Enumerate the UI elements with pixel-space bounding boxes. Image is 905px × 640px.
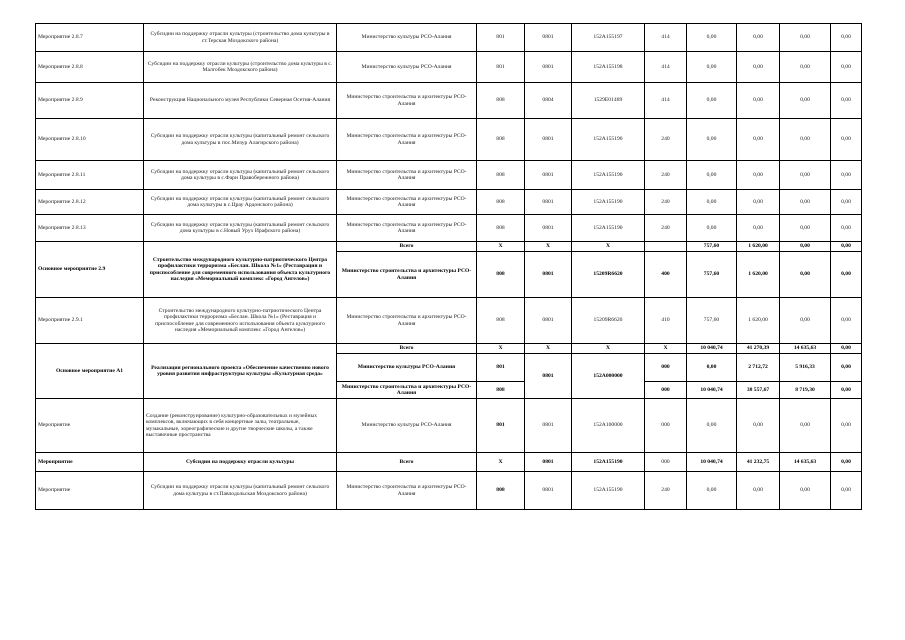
table-cell: Х bbox=[572, 344, 645, 354]
table-cell: Мероприятие 2.8.7 bbox=[36, 24, 144, 52]
table-cell: Х bbox=[572, 242, 645, 252]
table-cell: 000 bbox=[645, 399, 687, 453]
table-cell: Субсидии на поддержку отрасли культуры (капитальный ремонт сельского дома культуры в с.Црау Ардонского района) bbox=[144, 190, 337, 215]
table-cell: 0801 bbox=[525, 453, 572, 472]
table-cell: 1 620,00 bbox=[737, 252, 780, 298]
table-cell: 0,00 bbox=[831, 215, 862, 242]
table-cell: 0,00 bbox=[831, 24, 862, 52]
table-cell: 2 712,72 bbox=[737, 354, 780, 382]
table-cell: 801 bbox=[477, 354, 525, 382]
table-cell: 0,00 bbox=[831, 298, 862, 344]
table-cell: 801 bbox=[477, 52, 525, 83]
table-cell: Основное мероприятие 2.9 bbox=[36, 242, 144, 298]
table-cell: 0,00 bbox=[831, 83, 862, 119]
table-cell: 0801 bbox=[525, 298, 572, 344]
table-row bbox=[36, 453, 862, 472]
table-cell: Субсидии на поддержку отрасли культуры (капитальный ремонт сельского дома культуры в с.Новый Урух Ирафского района) bbox=[144, 215, 337, 242]
table-cell: 1 620,00 bbox=[737, 242, 780, 252]
table-cell: 0,00 bbox=[737, 83, 780, 119]
table-cell: Министерство строительства и архитектуры РСО-Алания bbox=[337, 252, 477, 298]
table-cell: 240 bbox=[645, 190, 687, 215]
table-cell: 240 bbox=[645, 119, 687, 161]
table-cell: 10 040,74 bbox=[687, 344, 737, 354]
table-cell: 000 bbox=[645, 382, 687, 399]
table-cell: 757,60 bbox=[687, 298, 737, 344]
table-cell: 8 719,30 bbox=[780, 382, 831, 399]
table-cell: Министерство культуры РСО-Алания bbox=[337, 354, 477, 382]
table-cell: 10 040,74 bbox=[687, 453, 737, 472]
table-cell: Министерство культуры РСО-Алания bbox=[337, 52, 477, 83]
table-cell: 0801 bbox=[525, 190, 572, 215]
table-cell: Субсидии на поддержку отрасли культуры (капитальный ремонт сельского дома культуры в ст.Павлодольская Моздокского района) bbox=[144, 472, 337, 510]
table-cell: 0801 bbox=[525, 215, 572, 242]
table-cell: 414 bbox=[645, 24, 687, 52]
table-cell: 757,60 bbox=[687, 252, 737, 298]
table-cell: 801 bbox=[477, 399, 525, 453]
table-cell: 808 bbox=[477, 119, 525, 161]
table-cell: Реализация регионального проекта «Обеспечение качественно нового уровня развития инфраструктуры культуры «Культурная среда» bbox=[144, 344, 337, 399]
table-cell: 0801 bbox=[525, 161, 572, 190]
table-cell: Министерство строительства и архитектуры РСО-Алания bbox=[337, 382, 477, 399]
table-cell: Строительство международного культурно-патриотического Центра профилактики терроризма «Беслан. Школа №1» (Реставрация и приспособление для современного использования объекта культурного наследия «Мемориальный комплекс «Город Ангелов») bbox=[144, 298, 337, 344]
table-cell: 808 bbox=[477, 83, 525, 119]
table-cell: 0,00 bbox=[831, 399, 862, 453]
table-cell: Мероприятие 2.8.11 bbox=[36, 161, 144, 190]
table-cell: 0,00 bbox=[687, 24, 737, 52]
table-cell: 0,00 bbox=[737, 119, 780, 161]
table-cell: 41 270,39 bbox=[737, 344, 780, 354]
table-cell: 808 bbox=[477, 215, 525, 242]
table-cell: 0801 bbox=[525, 252, 572, 298]
table-cell: 240 bbox=[645, 215, 687, 242]
table-cell: Министерство строительства и архитектуры РСО-Алания bbox=[337, 190, 477, 215]
table-row bbox=[36, 215, 862, 242]
table-cell: 808 bbox=[477, 161, 525, 190]
table-cell bbox=[645, 242, 687, 252]
table-cell: Х bbox=[645, 344, 687, 354]
table-cell: Министерство строительства и архитектуры РСО-Алания bbox=[337, 161, 477, 190]
table-cell: 0,00 bbox=[687, 215, 737, 242]
table-cell: 0,00 bbox=[687, 399, 737, 453]
table-cell: 0801 bbox=[525, 354, 572, 399]
table-cell: 0,00 bbox=[831, 190, 862, 215]
table-cell: 14 635,63 bbox=[780, 453, 831, 472]
table-cell: 0,00 bbox=[831, 252, 862, 298]
table-cell: 000 bbox=[645, 354, 687, 382]
table-cell: 152A100000 bbox=[572, 399, 645, 453]
table-cell: 0801 bbox=[525, 119, 572, 161]
table-cell: Всего bbox=[337, 453, 477, 472]
table-cell: 0,00 bbox=[780, 252, 831, 298]
table-cell: Министерство строительства и архитектуры РСО-Алания bbox=[337, 215, 477, 242]
table-cell: 0,00 bbox=[780, 24, 831, 52]
table-cell: 0,00 bbox=[687, 119, 737, 161]
table-cell: 0,00 bbox=[831, 119, 862, 161]
table-cell: 0,00 bbox=[780, 242, 831, 252]
table-cell: 400 bbox=[645, 252, 687, 298]
table-cell: 14 635,63 bbox=[780, 344, 831, 354]
table-cell: 0,00 bbox=[737, 52, 780, 83]
table-cell: 0,00 bbox=[831, 472, 862, 510]
table-row bbox=[36, 344, 862, 354]
table-cell: 808 bbox=[477, 472, 525, 510]
table-cell: 0,00 bbox=[831, 344, 862, 354]
table-cell: Мероприятие 2.8.12 bbox=[36, 190, 144, 215]
table-row bbox=[36, 190, 862, 215]
table-cell: 0,00 bbox=[687, 354, 737, 382]
table-row bbox=[36, 242, 862, 252]
table-cell: 0,00 bbox=[687, 83, 737, 119]
table-cell: Министерство строительства и архитектуры РСО-Алания bbox=[337, 119, 477, 161]
table-cell: 0,00 bbox=[687, 472, 737, 510]
table-cell: 801 bbox=[477, 24, 525, 52]
table-cell: 0801 bbox=[525, 52, 572, 83]
table-cell: Субсидии на поддержку отрасли культуры (капитальный ремонт сельского дома культуры в с.Фарн Правобережного района) bbox=[144, 161, 337, 190]
table-cell: Субсидии на поддержку отрасли культуры (капитальный ремонт сельского дома культуры в пос.Мизур Алагирского района) bbox=[144, 119, 337, 161]
table-cell: 15209R6620 bbox=[572, 252, 645, 298]
table-cell: 152A000000 bbox=[572, 354, 645, 399]
table-row bbox=[36, 161, 862, 190]
table-row bbox=[36, 83, 862, 119]
budget-table bbox=[35, 23, 862, 510]
table-cell: Всего bbox=[337, 242, 477, 252]
table-cell: 0,00 bbox=[780, 472, 831, 510]
table-cell: 152A155197 bbox=[572, 24, 645, 52]
table-cell: Х bbox=[525, 344, 572, 354]
table-cell: Всего bbox=[337, 344, 477, 354]
table-cell: 0804 bbox=[525, 83, 572, 119]
table-row bbox=[36, 298, 862, 344]
table-cell: Мероприятие 2.8.13 bbox=[36, 215, 144, 242]
table-cell: 0,00 bbox=[831, 52, 862, 83]
table-cell: 808 bbox=[477, 298, 525, 344]
table-cell: Мероприятие 2.9.1 bbox=[36, 298, 144, 344]
table-cell: 10 040,74 bbox=[687, 382, 737, 399]
table-cell: 0,00 bbox=[780, 83, 831, 119]
table-cell: 0,00 bbox=[687, 161, 737, 190]
table-cell: 1529Е01489 bbox=[572, 83, 645, 119]
table-cell: Министерство строительства и архитектуры РСО-Алания bbox=[337, 472, 477, 510]
table-cell: 38 557,67 bbox=[737, 382, 780, 399]
table-cell: Мероприятие bbox=[36, 399, 144, 453]
table-cell: 0,00 bbox=[780, 52, 831, 83]
table-cell: 0801 bbox=[525, 24, 572, 52]
table-cell: Создание (реконструирование) культурно-образовательных и музейных комплексов, включающих в себя концертные залы, театральные, музыкальные, хореографические и другие творческие школы, а также выставочные пространства bbox=[144, 399, 337, 453]
table-cell: 0,00 bbox=[737, 399, 780, 453]
table-cell: 0801 bbox=[525, 399, 572, 453]
table-cell: 0,00 bbox=[687, 52, 737, 83]
table-cell: 0,00 bbox=[780, 298, 831, 344]
table-row bbox=[36, 24, 862, 52]
table-cell: Субсидии на поддержку отрасли культуры (строительство дома культуры в ст.Терская Моздокского района) bbox=[144, 24, 337, 52]
table-cell: Х bbox=[477, 344, 525, 354]
table-cell: 5 916,33 bbox=[780, 354, 831, 382]
table-cell: Х bbox=[477, 242, 525, 252]
table-cell: Мероприятие bbox=[36, 472, 144, 510]
table-cell: Министерство строительства и архитектуры РСО-Алания bbox=[337, 298, 477, 344]
table-cell: 0,00 bbox=[737, 24, 780, 52]
table-row bbox=[36, 399, 862, 453]
table-cell: Х bbox=[477, 453, 525, 472]
table-cell: 0,00 bbox=[831, 242, 862, 252]
table-cell: Мероприятие 2.8.10 bbox=[36, 119, 144, 161]
table-cell: 152A155190 bbox=[572, 453, 645, 472]
table-cell: Реконструкция Национального музея Республики Северная Осетия-Алания bbox=[144, 83, 337, 119]
table-cell: 0,00 bbox=[737, 215, 780, 242]
table-cell: 0,00 bbox=[780, 190, 831, 215]
table-cell: 808 bbox=[477, 252, 525, 298]
table-cell: 0,00 bbox=[831, 382, 862, 399]
table-cell: 15209R6620 bbox=[572, 298, 645, 344]
table-cell: 757,60 bbox=[687, 242, 737, 252]
table-cell: Субсидии на поддержку отрасли культуры (строительство дома культуры в с. Малгобек Моздокского района) bbox=[144, 52, 337, 83]
table-cell: 0,00 bbox=[780, 119, 831, 161]
table-cell: Министерство строительства и архитектуры РСО-Алания bbox=[337, 83, 477, 119]
table-cell: 152A155190 bbox=[572, 119, 645, 161]
table-cell: Министерство культуры РСО-Алания bbox=[337, 399, 477, 453]
table-cell: Субсидии на поддержку отрасли культуры bbox=[144, 453, 337, 472]
table-cell: 41 232,75 bbox=[737, 453, 780, 472]
table-cell: 240 bbox=[645, 161, 687, 190]
table-cell: 414 bbox=[645, 52, 687, 83]
table-cell: 414 bbox=[645, 83, 687, 119]
table-cell: Строительство международного культурно-патриотического Центра профилактики терроризма «Беслан. Школа №1» (Реставрация и приспособление для современного использования объекта культурного наследия «Мемориальный комплекс «Город Ангелов») bbox=[144, 242, 337, 298]
table-row bbox=[36, 52, 862, 83]
table-cell: 0801 bbox=[525, 472, 572, 510]
table-cell: 0,00 bbox=[737, 161, 780, 190]
table-cell: 152A155198 bbox=[572, 52, 645, 83]
table-row bbox=[36, 119, 862, 161]
table-cell: 000 bbox=[645, 453, 687, 472]
table-cell: Министерство культуры РСО-Алания bbox=[337, 24, 477, 52]
table-cell: 152A155190 bbox=[572, 190, 645, 215]
table-cell: 152A155190 bbox=[572, 161, 645, 190]
table-cell: 410 bbox=[645, 298, 687, 344]
table-cell: 0,00 bbox=[831, 354, 862, 382]
table-cell: 808 bbox=[477, 190, 525, 215]
table-cell: Мероприятие 2.8.9 bbox=[36, 83, 144, 119]
table-cell: 0,00 bbox=[780, 215, 831, 242]
table-cell: Х bbox=[525, 242, 572, 252]
table-cell: Основное мероприятие А1 bbox=[36, 344, 144, 399]
table-cell: 0,00 bbox=[831, 453, 862, 472]
table-cell: 808 bbox=[477, 382, 525, 399]
table-cell: 0,00 bbox=[780, 161, 831, 190]
table-cell: 152A155190 bbox=[572, 472, 645, 510]
table-cell: 0,00 bbox=[687, 190, 737, 215]
table-body bbox=[36, 24, 862, 510]
table-cell: 1 620,00 bbox=[737, 298, 780, 344]
table-cell: 152A155190 bbox=[572, 215, 645, 242]
table-cell: 0,00 bbox=[737, 190, 780, 215]
table-cell: Мероприятие 2.8.8 bbox=[36, 52, 144, 83]
table-row bbox=[36, 472, 862, 510]
table-cell: Мероприятие bbox=[36, 453, 144, 472]
table-cell: 240 bbox=[645, 472, 687, 510]
table-cell: 0,00 bbox=[737, 472, 780, 510]
table-cell: 0,00 bbox=[831, 161, 862, 190]
table-cell: 0,00 bbox=[780, 399, 831, 453]
